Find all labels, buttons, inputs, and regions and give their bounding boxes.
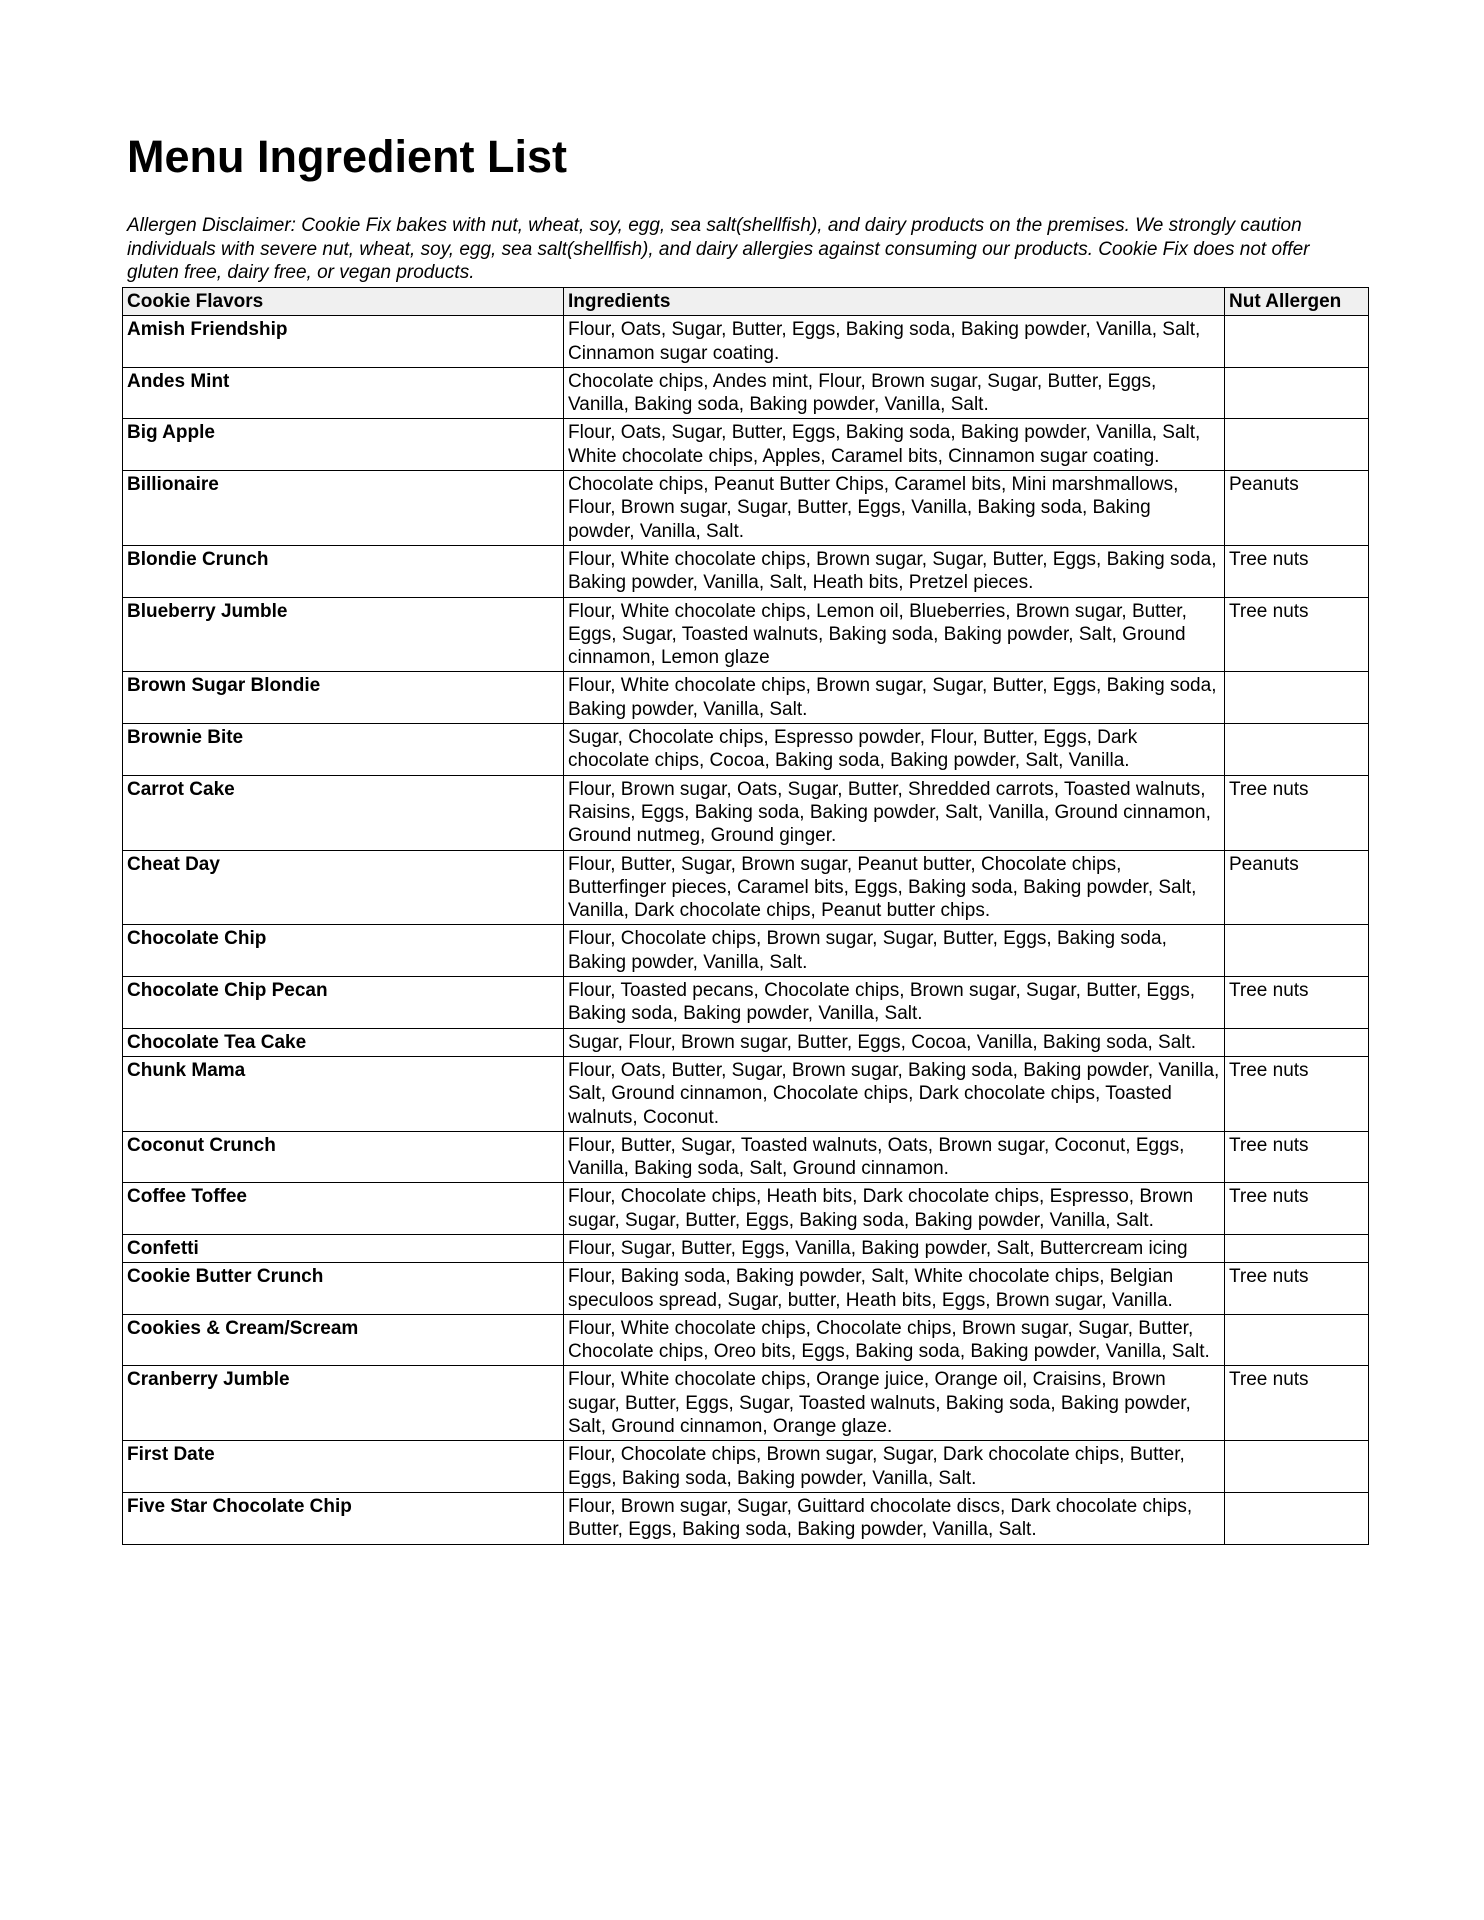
- table-row: [123, 1366, 1369, 1441]
- cell-ingredients: Flour, White chocolate chips, Orange juice, Orange oil, Craisins, Brown sugar, Butter, Eggs, Sugar, Toasted walnuts, Baking soda, Baking powder, Salt, Ground cinnamon, Orange glaze.: [564, 1366, 1225, 1441]
- cell-flavor: Chocolate Chip: [123, 925, 564, 977]
- table-row: [123, 1131, 1369, 1183]
- cell-ingredients: Flour, White chocolate chips, Lemon oil, Blueberries, Brown sugar, Butter, Eggs, Sugar, Toasted walnuts, Baking soda, Baking powder, Salt, Ground cinnamon, Lemon glaze: [564, 597, 1225, 672]
- table-row: [123, 1234, 1369, 1262]
- cell-flavor: Amish Friendship: [123, 316, 564, 368]
- cell-ingredients: Flour, Brown sugar, Oats, Sugar, Butter, Shredded carrots, Toasted walnuts, Raisins, Eggs, Baking soda, Baking powder, Salt, Vanilla, Ground cinnamon, Ground nutmeg, Ground ginger.: [564, 775, 1225, 850]
- cell-flavor: Andes Mint: [123, 367, 564, 419]
- column-header-ingredients: Ingredients: [564, 288, 1225, 316]
- cell-ingredients: Flour, Toasted pecans, Chocolate chips, Brown sugar, Sugar, Butter, Eggs, Baking soda, Baking powder, Vanilla, Salt.: [564, 977, 1225, 1029]
- cell-nut-allergen: [1225, 1492, 1369, 1544]
- table-header-row: [123, 288, 1369, 316]
- cell-nut-allergen: [1225, 1314, 1369, 1366]
- cell-nut-allergen: Peanuts: [1225, 850, 1369, 925]
- ingredient-table: [122, 287, 1369, 1545]
- cell-nut-allergen: Tree nuts: [1225, 1056, 1369, 1131]
- cell-ingredients: Flour, Butter, Sugar, Brown sugar, Peanut butter, Chocolate chips, Butterfinger pieces, Caramel bits, Eggs, Baking soda, Baking powder, Salt, Vanilla, Dark chocolate chips, Peanut butter chips.: [564, 850, 1225, 925]
- cell-ingredients: Flour, Oats, Sugar, Butter, Eggs, Baking soda, Baking powder, Vanilla, Salt, Cinnamon sugar coating.: [564, 316, 1225, 368]
- cell-ingredients: Chocolate chips, Andes mint, Flour, Brown sugar, Sugar, Butter, Eggs, Vanilla, Baking soda, Baking powder, Vanilla, Salt.: [564, 367, 1225, 419]
- cell-flavor: Coconut Crunch: [123, 1131, 564, 1183]
- cell-flavor: Blondie Crunch: [123, 545, 564, 597]
- cell-ingredients: Flour, Sugar, Butter, Eggs, Vanilla, Baking powder, Salt, Buttercream icing: [564, 1234, 1225, 1262]
- cell-ingredients: Flour, White chocolate chips, Brown sugar, Sugar, Butter, Eggs, Baking soda, Baking powder, Vanilla, Salt.: [564, 672, 1225, 724]
- cell-ingredients: Flour, Chocolate chips, Heath bits, Dark chocolate chips, Espresso, Brown sugar, Sugar, Butter, Eggs, Baking soda, Baking powder, Vanilla, Salt.: [564, 1183, 1225, 1235]
- table-row: [123, 1056, 1369, 1131]
- cell-flavor: Coffee Toffee: [123, 1183, 564, 1235]
- cell-nut-allergen: Tree nuts: [1225, 597, 1369, 672]
- column-header-flavors: Cookie Flavors: [123, 288, 564, 316]
- table-row: [123, 1314, 1369, 1366]
- cell-flavor: Five Star Chocolate Chip: [123, 1492, 564, 1544]
- cell-flavor: Brownie Bite: [123, 724, 564, 776]
- cell-flavor: Cheat Day: [123, 850, 564, 925]
- cell-ingredients: Flour, Chocolate chips, Brown sugar, Sugar, Dark chocolate chips, Butter, Eggs, Baking soda, Baking powder, Vanilla, Salt.: [564, 1441, 1225, 1493]
- cell-flavor: Blueberry Jumble: [123, 597, 564, 672]
- table-row: [123, 850, 1369, 925]
- cell-nut-allergen: Tree nuts: [1225, 1131, 1369, 1183]
- table-row: [123, 545, 1369, 597]
- cell-nut-allergen: [1225, 367, 1369, 419]
- cell-nut-allergen: [1225, 419, 1369, 471]
- cell-flavor: Chocolate Tea Cake: [123, 1028, 564, 1056]
- cell-nut-allergen: Tree nuts: [1225, 1366, 1369, 1441]
- table-row: [123, 471, 1369, 546]
- cell-ingredients: Flour, Chocolate chips, Brown sugar, Sugar, Butter, Eggs, Baking soda, Baking powder, Vanilla, Salt.: [564, 925, 1225, 977]
- table-row: [123, 1183, 1369, 1235]
- cell-flavor: Cookies & Cream/Scream: [123, 1314, 564, 1366]
- cell-ingredients: Flour, White chocolate chips, Chocolate chips, Brown sugar, Sugar, Butter, Chocolate chips, Oreo bits, Eggs, Baking soda, Baking powder, Vanilla, Salt.: [564, 1314, 1225, 1366]
- table-row: [123, 1492, 1369, 1544]
- table-row: [123, 977, 1369, 1029]
- cell-ingredients: Flour, White chocolate chips, Brown sugar, Sugar, Butter, Eggs, Baking soda, Baking powder, Vanilla, Salt, Heath bits, Pretzel pieces.: [564, 545, 1225, 597]
- cell-nut-allergen: [1225, 672, 1369, 724]
- column-header-nut-allergen: Nut Allergen: [1225, 288, 1369, 316]
- table-row: [123, 925, 1369, 977]
- cell-nut-allergen: [1225, 925, 1369, 977]
- cell-nut-allergen: [1225, 724, 1369, 776]
- cell-ingredients: Flour, Oats, Butter, Sugar, Brown sugar, Baking soda, Baking powder, Vanilla, Salt, Ground cinnamon, Chocolate chips, Dark chocolate chips, Toasted walnuts, Coconut.: [564, 1056, 1225, 1131]
- cell-ingredients: Flour, Oats, Sugar, Butter, Eggs, Baking soda, Baking powder, Vanilla, Salt, White chocolate chips, Apples, Caramel bits, Cinnamon sugar coating.: [564, 419, 1225, 471]
- table-row: [123, 775, 1369, 850]
- cell-ingredients: Chocolate chips, Peanut Butter Chips, Caramel bits, Mini marshmallows, Flour, Brown sugar, Sugar, Butter, Eggs, Vanilla, Baking soda, Baking powder, Vanilla, Salt.: [564, 471, 1225, 546]
- cell-ingredients: Sugar, Chocolate chips, Espresso powder, Flour, Butter, Eggs, Dark chocolate chips, Cocoa, Baking soda, Baking powder, Salt, Vanilla.: [564, 724, 1225, 776]
- cell-flavor: Confetti: [123, 1234, 564, 1262]
- cell-ingredients: Flour, Baking soda, Baking powder, Salt, White chocolate chips, Belgian speculoos spread, Sugar, butter, Heath bits, Eggs, Brown sugar, Vanilla.: [564, 1263, 1225, 1315]
- page-title: Menu Ingredient List: [127, 131, 568, 182]
- cell-nut-allergen: Tree nuts: [1225, 977, 1369, 1029]
- cell-nut-allergen: [1225, 1441, 1369, 1493]
- cell-flavor: Cranberry Jumble: [123, 1366, 564, 1441]
- table-row: [123, 419, 1369, 471]
- cell-nut-allergen: [1225, 316, 1369, 368]
- cell-flavor: Chocolate Chip Pecan: [123, 977, 564, 1029]
- cell-flavor: Cookie Butter Crunch: [123, 1263, 564, 1315]
- table-row: [123, 1263, 1369, 1315]
- cell-nut-allergen: Tree nuts: [1225, 1263, 1369, 1315]
- table-row: [123, 672, 1369, 724]
- table-row: [123, 1441, 1369, 1493]
- cell-nut-allergen: Tree nuts: [1225, 775, 1369, 850]
- table-row: [123, 597, 1369, 672]
- cell-flavor: First Date: [123, 1441, 564, 1493]
- cell-flavor: Big Apple: [123, 419, 564, 471]
- cell-nut-allergen: [1225, 1028, 1369, 1056]
- cell-nut-allergen: Tree nuts: [1225, 1183, 1369, 1235]
- table-row: [123, 367, 1369, 419]
- cell-ingredients: Flour, Butter, Sugar, Toasted walnuts, Oats, Brown sugar, Coconut, Eggs, Vanilla, Baking soda, Salt, Ground cinnamon.: [564, 1131, 1225, 1183]
- cell-nut-allergen: Tree nuts: [1225, 545, 1369, 597]
- cell-flavor: Carrot Cake: [123, 775, 564, 850]
- cell-nut-allergen: Peanuts: [1225, 471, 1369, 546]
- table-row: [123, 1028, 1369, 1056]
- cell-nut-allergen: [1225, 1234, 1369, 1262]
- cell-flavor: Billionaire: [123, 471, 564, 546]
- cell-flavor: Brown Sugar Blondie: [123, 672, 564, 724]
- cell-ingredients: Sugar, Flour, Brown sugar, Butter, Eggs, Cocoa, Vanilla, Baking soda, Salt.: [564, 1028, 1225, 1056]
- cell-flavor: Chunk Mama: [123, 1056, 564, 1131]
- cell-ingredients: Flour, Brown sugar, Sugar, Guittard chocolate discs, Dark chocolate chips, Butter, Eggs, Baking soda, Baking powder, Vanilla, Salt.: [564, 1492, 1225, 1544]
- allergen-disclaimer: Allergen Disclaimer: Cookie Fix bakes with nut, wheat, soy, egg, sea salt(shellfish), and dairy products on the premises. We strongly caution individuals with severe nut, wheat, soy, egg, sea salt(shellfish), and dairy allergies against consuming our products. Cookie Fix does not offer gluten free, dairy free, or vegan products.: [127, 215, 1310, 283]
- table-row: [123, 316, 1369, 368]
- table-row: [123, 724, 1369, 776]
